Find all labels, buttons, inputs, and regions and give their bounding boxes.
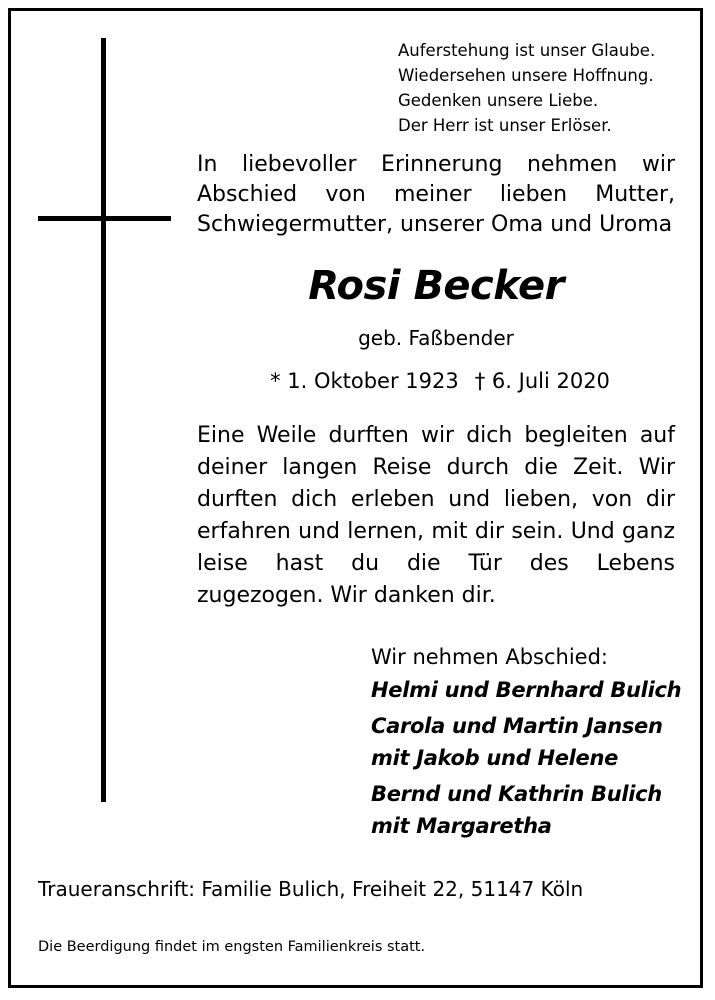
intro-text: [197, 150, 675, 240]
life-dates: [240, 366, 640, 396]
maiden-name: geb. Faßbender: [358, 326, 514, 350]
birth-date: * 1. Oktober 1923: [270, 369, 459, 393]
motto-line: Auferstehung ist unser Glaube.: [398, 41, 656, 60]
mourners-list: [371, 640, 691, 842]
poem-line: deiner langen Reise durch die Zeit. Wir: [197, 455, 675, 480]
mourner-name: mit Margaretha: [371, 814, 552, 838]
motto-verse: [398, 38, 655, 138]
poem-line: Eine Weile durften wir dich begleiten auf: [197, 423, 675, 448]
funeral-note: Die Beerdigung findet im engsten Familienkreis statt.: [38, 939, 426, 955]
cross-icon-horizontal-beam: [38, 216, 171, 221]
mourner-name: Carola und Martin Jansen: [371, 714, 663, 738]
cross-icon-vertical-beam: [101, 38, 106, 802]
mourners-heading: Wir nehmen Abschied:: [371, 645, 608, 669]
poem-line: leise hast du die Tür des Lebens: [197, 551, 675, 576]
intro-line: Schwiegermutter, unserer Oma und Uroma: [197, 212, 673, 237]
poem-line: zugezogen. Wir danken dir.: [197, 583, 496, 608]
poem-text: [197, 420, 675, 612]
mourner-name: Helmi und Bernhard Bulich: [371, 678, 682, 702]
mourning-address: Traueranschrift: Familie Bulich, Freiheit 22, 51147 Köln: [38, 877, 584, 901]
mourner-name: Bernd und Kathrin Bulich: [371, 782, 662, 806]
poem-line: durften dich erleben und lieben, von dir: [197, 487, 675, 512]
deceased-name: Rosi Becker: [308, 263, 564, 309]
motto-line: Gedenken unsere Liebe.: [398, 91, 599, 110]
mourner-name: mit Jakob und Helene: [371, 746, 619, 770]
poem-line: erfahren und lernen, mit dir sein. Und ganz: [197, 519, 675, 544]
intro-line: In liebevoller Erinnerung nehmen wir: [197, 152, 675, 177]
death-date: † 6. Juli 2020: [474, 369, 610, 393]
intro-line: Abschied von meiner lieben Mutter,: [197, 182, 675, 207]
motto-line: Wiedersehen unsere Hoffnung.: [398, 66, 654, 85]
motto-line: Der Herr ist unser Erlöser.: [398, 116, 612, 135]
